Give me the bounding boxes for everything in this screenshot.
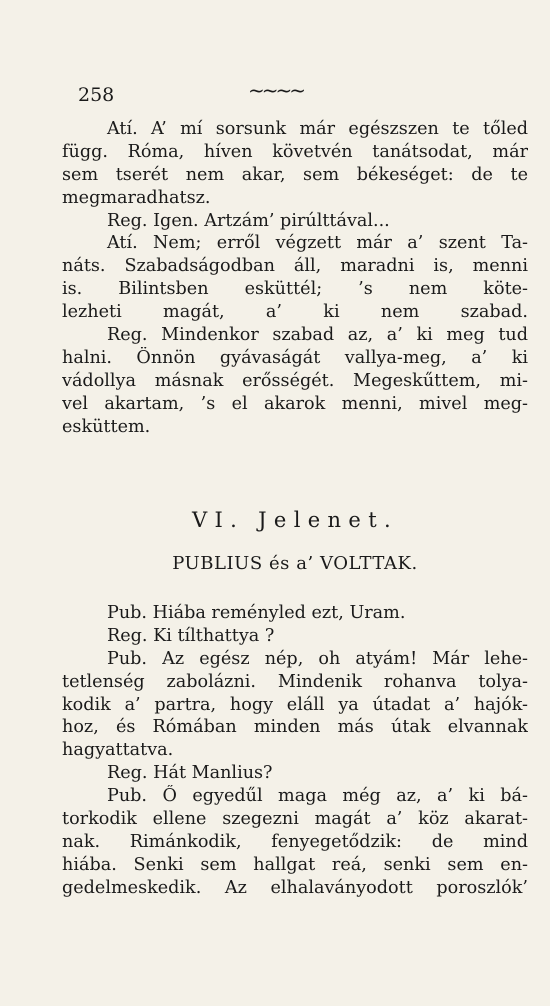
scene-characters: PUBLIUS és a’ VOLTTAK.: [172, 553, 418, 574]
text-line: torkodik ellene szegezni magát a’ köz akarat-: [62, 809, 528, 830]
dialogue-block-2: [62, 602, 528, 900]
text-line: függ. Róma, híven követvén tanátsodat, már: [62, 141, 528, 162]
ornament-decoration: ~~~~: [248, 78, 304, 102]
dialogue-block-1: [62, 118, 528, 438]
text-line: kodik a’ partra, hogy eláll ya útadat a’ hajók-: [62, 694, 528, 715]
text-line: Pub. Hiába reményled ezt, Uram.: [107, 603, 406, 623]
text-line: gedelmeskedik. Az elhalaványodott poroszlók’: [62, 877, 528, 898]
text-line: nak. Rimánkodik, fenyegetődzik: de mind: [62, 831, 528, 852]
text-line: Reg. Ki tílthattya ?: [107, 625, 275, 646]
scene-title: VI. Jelenet.: [191, 508, 399, 532]
text-line: Reg. Hát Manlius?: [107, 763, 273, 784]
text-line: Reg. Mindenkor szabad az, a’ ki meg tud: [107, 325, 528, 346]
text-line: lezheti magát, a’ ki nem szabad.: [62, 302, 528, 323]
text-line: hagyattatva.: [62, 740, 174, 761]
text-line: Pub. Ő egyedűl maga még az, a’ ki bá-: [107, 786, 528, 807]
text-line: halni. Önnön gyávaságát vallya-meg, a’ ki: [62, 347, 528, 368]
text-line: vel akartam, ’s el akarok menni, mivel meg-: [62, 393, 528, 414]
page-header: [78, 78, 510, 108]
text-line: is. Bilintsben esküttél; ’s nem köte-: [62, 279, 528, 300]
text-line: Pub. Az egész nép, oh atyám! Már lehe-: [107, 648, 528, 669]
text-line: megmaradhatsz.: [62, 187, 211, 208]
text-line: vádollya másnak erősségét. Megeskűttem, mi-: [62, 370, 528, 391]
text-line: Atí. A’ mí sorsunk már egészszen te tőled: [107, 119, 528, 139]
text-line: Reg. Igen. Artzám’ pirúlttával...: [107, 210, 390, 231]
text-line: sem tserét nem akar, sem békeséget: de te: [62, 164, 528, 185]
text-line: Atí. Nem; erről végzett már a’ szent Ta-: [107, 233, 528, 254]
text-line: esküttem.: [62, 416, 151, 437]
text-line: tetlenség zabolázni. Mindenik rohanva tolya-: [62, 671, 528, 692]
text-line: hiába. Senki sem hallgat reá, senki sem en-: [62, 854, 528, 875]
page-number: 258: [78, 84, 115, 106]
text-line: hoz, és Rómában minden más útak elvannak: [62, 717, 528, 738]
text-line: náts. Szabadságodban áll, maradni is, menni: [62, 256, 528, 277]
